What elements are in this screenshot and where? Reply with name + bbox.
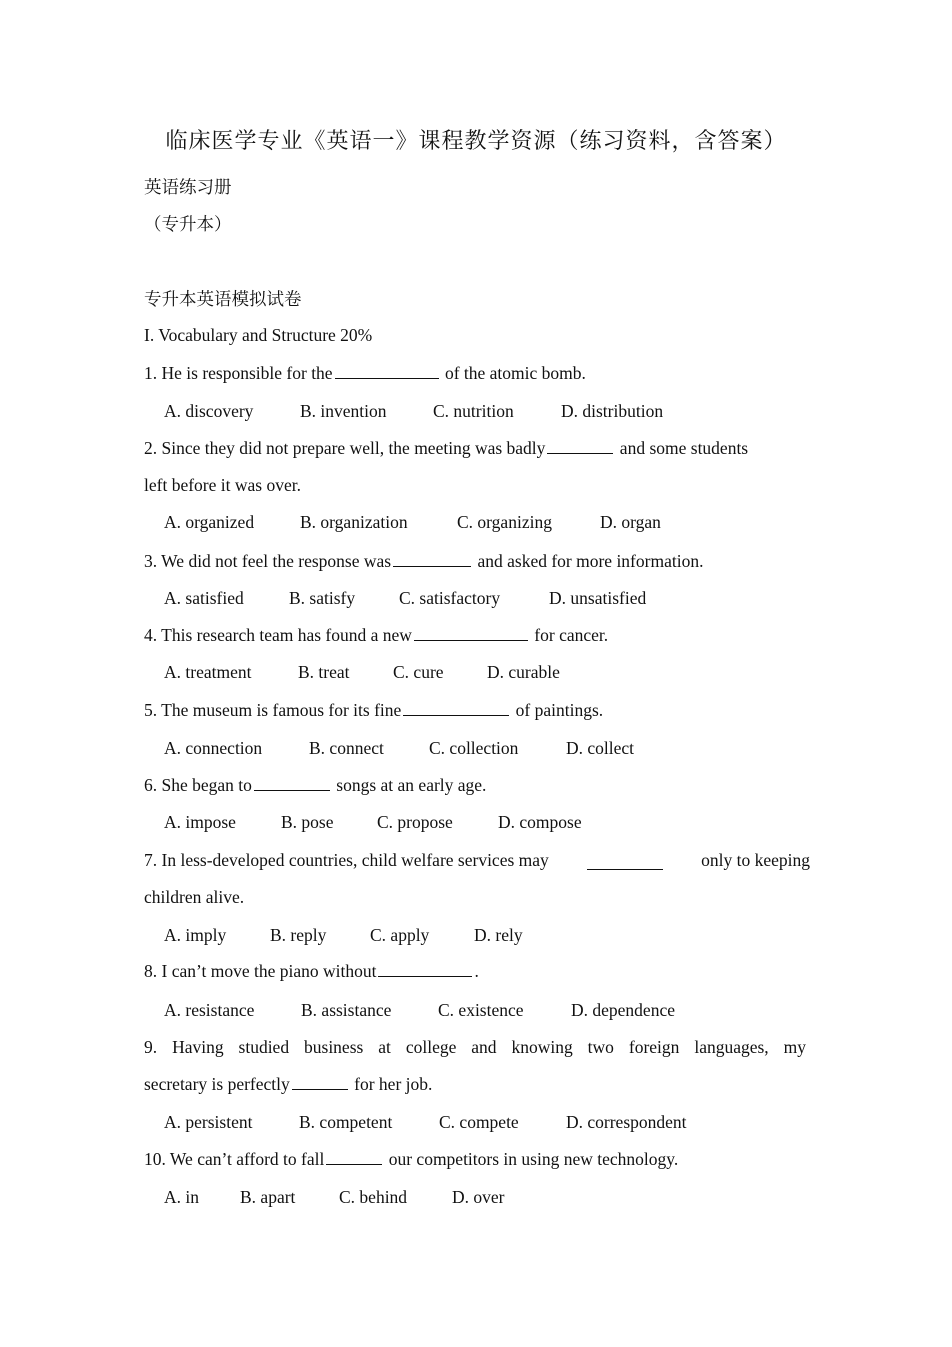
option: A. organized (164, 512, 255, 532)
option: C. collection (429, 738, 519, 758)
question-9: 9. Having studied business at college and knowing two foreign languages, my (144, 1037, 806, 1057)
option: B. organization (300, 512, 408, 532)
option: B. reply (270, 925, 327, 945)
options-10 (164, 1187, 504, 1208)
option: D. over (452, 1187, 505, 1207)
question-2-cont: left before it was over. (144, 475, 301, 495)
option: C. cure (393, 662, 444, 682)
option: D. distribution (561, 401, 664, 421)
option: C. nutrition (433, 401, 514, 421)
answer-blank (254, 776, 330, 791)
level-label: （专升本） (144, 214, 232, 234)
question-text: and asked for more information. (473, 551, 704, 571)
answer-blank (547, 439, 613, 454)
option: A. connection (164, 738, 263, 758)
question-text: 4. This research team has found a new (144, 625, 412, 645)
answer-blank (326, 1150, 382, 1165)
option: B. invention (300, 401, 387, 421)
option: B. apart (240, 1187, 296, 1207)
question-text: our competitors in using new technology. (384, 1149, 679, 1169)
question-text: and some students (615, 438, 749, 458)
question-text: 2. Since they did not prepare well, the meeting was badly (144, 438, 546, 458)
exam-title: 专升本英语模拟试卷 (144, 289, 302, 309)
question-text: 7. In less-developed countries, child welfare services may (144, 850, 549, 870)
options-6 (164, 812, 582, 833)
option: C. existence (438, 1000, 524, 1020)
question-text: 8. I can’t move the piano without (144, 961, 377, 981)
option: D. compose (498, 812, 582, 832)
question-4 (144, 625, 608, 646)
question-7-cont: children alive. (144, 887, 245, 907)
question-10 (144, 1149, 678, 1170)
question-text: 5. The museum is famous for its fine (144, 700, 402, 720)
option: C. apply (370, 925, 430, 945)
question-text: secretary is perfectly (144, 1074, 290, 1094)
answer-blank (292, 1075, 348, 1090)
option: B. pose (281, 812, 334, 832)
question-text: only to keeping (701, 850, 810, 870)
options-4 (164, 662, 560, 683)
option: A. imply (164, 925, 227, 945)
option: C. compete (439, 1112, 519, 1132)
options-1 (164, 401, 663, 422)
question-7 (144, 850, 810, 871)
option: A. discovery (164, 401, 254, 421)
workbook-subtitle: 英语练习册 (144, 177, 232, 197)
option: D. collect (566, 738, 635, 758)
options-9 (164, 1112, 687, 1133)
option: C. behind (339, 1187, 408, 1207)
question-text: . (474, 961, 479, 981)
question-6 (144, 775, 486, 796)
question-8 (144, 961, 479, 982)
question-1 (144, 363, 586, 384)
question-2 (144, 438, 748, 459)
option: A. resistance (164, 1000, 255, 1020)
option: A. in (164, 1187, 199, 1207)
question-text: 10. We can’t afford to fall (144, 1149, 325, 1169)
question-text: 6. She began to (144, 775, 252, 795)
answer-blank (335, 364, 439, 379)
option: B. treat (298, 662, 350, 682)
option: D. unsatisfied (549, 588, 647, 608)
options-2 (164, 512, 661, 533)
answer-blank (587, 855, 663, 870)
option: D. organ (600, 512, 661, 532)
option: B. competent (299, 1112, 393, 1132)
question-text: of the atomic bomb. (440, 363, 586, 383)
answer-blank (403, 701, 509, 716)
question-text: for cancer. (529, 625, 609, 645)
option: B. connect (309, 738, 384, 758)
question-text: for her job. (349, 1074, 433, 1094)
option: D. dependence (571, 1000, 675, 1020)
option: C. organizing (457, 512, 552, 532)
options-5 (164, 738, 634, 759)
option: A. persistent (164, 1112, 253, 1132)
option: B. satisfy (289, 588, 356, 608)
options-8 (164, 1000, 675, 1021)
option: A. satisfied (164, 588, 244, 608)
option: C. propose (377, 812, 453, 832)
answer-blank (414, 626, 528, 641)
question-5 (144, 700, 603, 721)
question-text: 1. He is responsible for the (144, 363, 333, 383)
question-text: 3. We did not feel the response was (144, 551, 392, 571)
options-3 (164, 588, 646, 609)
question-text: of paintings. (511, 700, 604, 720)
option: C. satisfactory (399, 588, 501, 608)
question-text: songs at an early age. (331, 775, 487, 795)
document-title: 临床医学专业《英语一》课程教学资源（练习资料，含答案） (165, 128, 787, 153)
answer-blank (378, 962, 472, 977)
options-7 (164, 925, 523, 946)
option: D. rely (474, 925, 523, 945)
section-heading: I. Vocabulary and Structure 20% (144, 325, 373, 345)
option: B. assistance (301, 1000, 392, 1020)
option: A. impose (164, 812, 236, 832)
answer-blank (393, 552, 471, 567)
option: D. curable (487, 662, 560, 682)
option: A. treatment (164, 662, 252, 682)
option: D. correspondent (566, 1112, 687, 1132)
question-9-cont (144, 1074, 432, 1095)
question-3 (144, 551, 703, 572)
